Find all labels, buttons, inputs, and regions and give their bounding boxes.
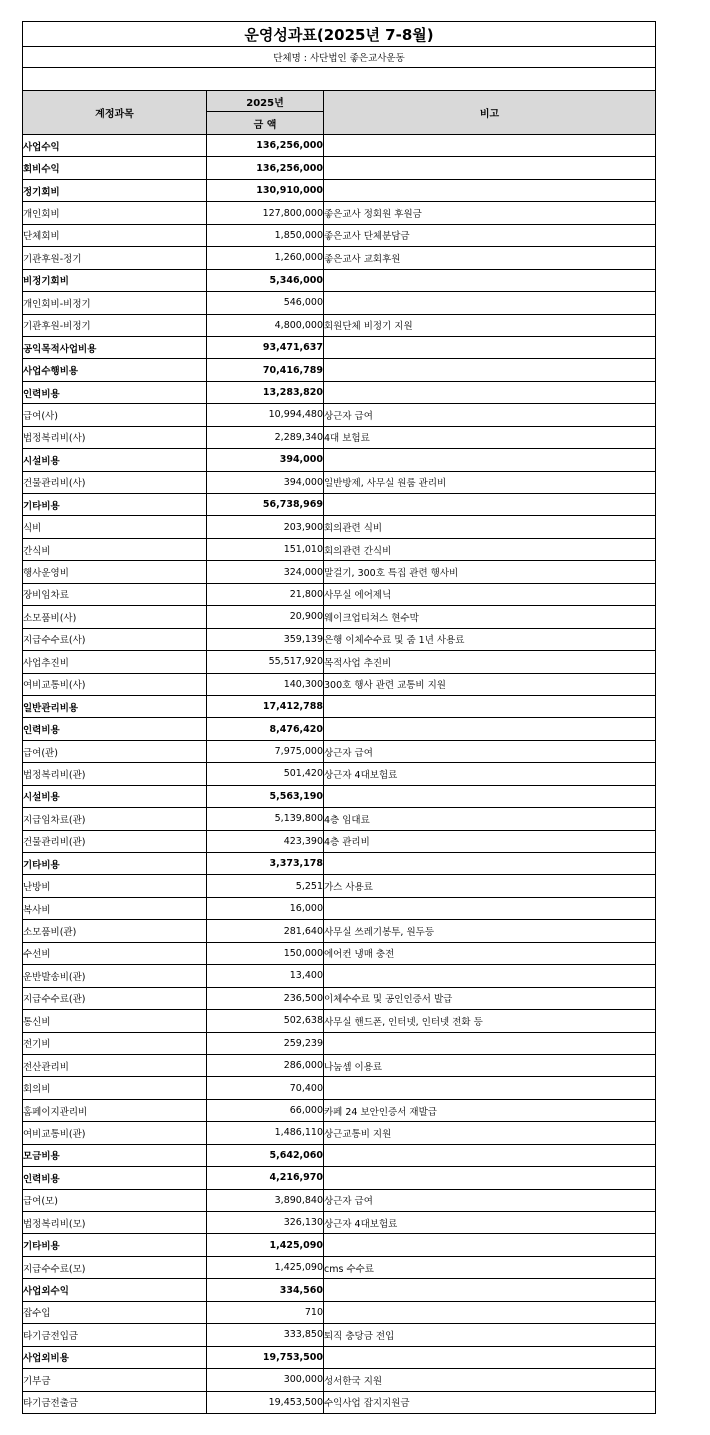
account-name: 지급수수료(사) xyxy=(23,628,207,650)
amount-cell: 150,000 xyxy=(207,942,324,964)
note-cell: cms 수수료 xyxy=(324,1256,656,1278)
note-cell xyxy=(324,853,656,875)
table-row xyxy=(23,247,656,269)
amount-cell: 236,500 xyxy=(207,987,324,1009)
amount-cell: 20,900 xyxy=(207,606,324,628)
note-cell xyxy=(324,1144,656,1166)
note-cell xyxy=(324,336,656,358)
note-cell xyxy=(324,1346,656,1368)
amount-cell: 326,130 xyxy=(207,1212,324,1234)
table-row xyxy=(23,1144,656,1166)
amount-cell: 8,476,420 xyxy=(207,718,324,740)
note-cell: 상근교통비 지원 xyxy=(324,1122,656,1144)
table-row xyxy=(23,426,656,448)
amount-cell: 4,800,000 xyxy=(207,314,324,336)
amount-cell: 136,256,000 xyxy=(207,157,324,179)
table-row xyxy=(23,987,656,1009)
note-cell xyxy=(324,1032,656,1054)
table-row xyxy=(23,157,656,179)
amount-cell: 7,975,000 xyxy=(207,740,324,762)
table-row xyxy=(23,740,656,762)
table-row xyxy=(23,875,656,897)
table-row xyxy=(23,1032,656,1054)
amount-cell: 136,256,000 xyxy=(207,135,324,157)
account-name: 식비 xyxy=(23,516,207,538)
account-name: 소모품비(관) xyxy=(23,920,207,942)
amount-cell: 546,000 xyxy=(207,292,324,314)
note-cell xyxy=(324,1301,656,1323)
account-name: 기타비용 xyxy=(23,1234,207,1256)
account-name: 건물관리비(관) xyxy=(23,830,207,852)
note-cell: 상근자 급여 xyxy=(324,740,656,762)
table-row xyxy=(23,1212,656,1234)
organization-name: 단체명 : 사단법인 좋은교사운동 xyxy=(23,47,656,68)
account-name: 기타비용 xyxy=(23,853,207,875)
account-name: 급여(모) xyxy=(23,1189,207,1211)
column-header-note: 비고 xyxy=(324,91,656,135)
table-row xyxy=(23,381,656,403)
note-cell: 은행 이체수수료 및 줌 1년 사용료 xyxy=(324,628,656,650)
amount-cell: 259,239 xyxy=(207,1032,324,1054)
note-cell: 가스 사용료 xyxy=(324,875,656,897)
table-row xyxy=(23,1256,656,1278)
report-title: 운영성과표(2025년 7-8월) xyxy=(23,22,656,47)
amount-cell: 1,425,090 xyxy=(207,1256,324,1278)
table-row xyxy=(23,1010,656,1032)
table-row xyxy=(23,830,656,852)
table-row xyxy=(23,718,656,740)
table-row xyxy=(23,695,656,717)
note-cell: 사무실 에어제닉 xyxy=(324,583,656,605)
account-name: 인력비용 xyxy=(23,1167,207,1189)
amount-cell: 5,139,800 xyxy=(207,808,324,830)
table-row xyxy=(23,965,656,987)
account-name: 지급수수료(관) xyxy=(23,987,207,1009)
note-cell xyxy=(324,897,656,919)
account-name: 비정기회비 xyxy=(23,269,207,291)
amount-cell: 501,420 xyxy=(207,763,324,785)
amount-cell: 3,373,178 xyxy=(207,853,324,875)
account-name: 법정복리비(관) xyxy=(23,763,207,785)
note-cell: 회의관련 간식비 xyxy=(324,538,656,560)
account-name: 기부금 xyxy=(23,1369,207,1391)
note-cell xyxy=(324,1077,656,1099)
table-row xyxy=(23,179,656,201)
table-row xyxy=(23,1077,656,1099)
amount-cell: 13,283,820 xyxy=(207,381,324,403)
table-row xyxy=(23,1369,656,1391)
note-cell: 상근자 4대보험료 xyxy=(324,1212,656,1234)
note-cell: 사무실 핸드폰, 인터넷, 인터넷 전화 등 xyxy=(324,1010,656,1032)
amount-cell: 4,216,970 xyxy=(207,1167,324,1189)
note-cell xyxy=(324,381,656,403)
table-row xyxy=(23,336,656,358)
amount-cell: 281,640 xyxy=(207,920,324,942)
amount-cell: 203,900 xyxy=(207,516,324,538)
amount-cell: 5,642,060 xyxy=(207,1144,324,1166)
account-name: 급여(관) xyxy=(23,740,207,762)
account-name: 시설비용 xyxy=(23,449,207,471)
note-cell xyxy=(324,292,656,314)
table-row xyxy=(23,404,656,426)
account-name: 복사비 xyxy=(23,897,207,919)
note-cell: 일반방제, 사무실 원룸 관리비 xyxy=(324,471,656,493)
amount-cell: 5,346,000 xyxy=(207,269,324,291)
table-row xyxy=(23,269,656,291)
account-name: 기관후원-비정기 xyxy=(23,314,207,336)
table-row xyxy=(23,1391,656,1413)
table-row xyxy=(23,1346,656,1368)
note-cell xyxy=(324,1234,656,1256)
account-name: 수선비 xyxy=(23,942,207,964)
amount-cell: 324,000 xyxy=(207,561,324,583)
account-name: 법정복리비(모) xyxy=(23,1212,207,1234)
account-name: 개인회비-비정기 xyxy=(23,292,207,314)
note-cell xyxy=(324,785,656,807)
note-cell: 에어컨 냉매 충전 xyxy=(324,942,656,964)
table-row xyxy=(23,673,656,695)
amount-cell: 3,890,840 xyxy=(207,1189,324,1211)
note-cell: 좋은교사 정회원 후원금 xyxy=(324,202,656,224)
table-row xyxy=(23,359,656,381)
note-cell xyxy=(324,1167,656,1189)
amount-cell: 10,994,480 xyxy=(207,404,324,426)
table-row xyxy=(23,763,656,785)
table-row xyxy=(23,808,656,830)
table-row xyxy=(23,1301,656,1323)
note-cell xyxy=(324,449,656,471)
note-cell xyxy=(324,494,656,516)
amount-cell: 300,000 xyxy=(207,1369,324,1391)
amount-cell: 19,453,500 xyxy=(207,1391,324,1413)
table-row xyxy=(23,1189,656,1211)
note-cell: 상근자 4대보험료 xyxy=(324,763,656,785)
account-name: 간식비 xyxy=(23,538,207,560)
table-row xyxy=(23,1167,656,1189)
account-name: 일반관리비용 xyxy=(23,695,207,717)
note-cell: 목적사업 추진비 xyxy=(324,651,656,673)
amount-cell: 1,850,000 xyxy=(207,224,324,246)
table-row xyxy=(23,1054,656,1076)
note-cell: 카페 24 보안인증서 재발급 xyxy=(324,1099,656,1121)
amount-cell: 334,560 xyxy=(207,1279,324,1301)
account-name: 단체회비 xyxy=(23,224,207,246)
note-cell: 4층 관리비 xyxy=(324,830,656,852)
amount-cell: 17,412,788 xyxy=(207,695,324,717)
note-cell: 좋은교사 단체분담금 xyxy=(324,224,656,246)
note-cell: 상근자 급여 xyxy=(324,404,656,426)
table-row xyxy=(23,561,656,583)
account-name: 사업수익 xyxy=(23,135,207,157)
account-name: 정기회비 xyxy=(23,179,207,201)
account-name: 급여(사) xyxy=(23,404,207,426)
column-header-year: 2025년 xyxy=(207,91,324,112)
note-cell: 300호 행사 관련 교통비 지원 xyxy=(324,673,656,695)
table-row xyxy=(23,942,656,964)
note-cell: 말걸기, 300호 특집 관련 행사비 xyxy=(324,561,656,583)
note-cell xyxy=(324,179,656,201)
account-name: 지급수수료(모) xyxy=(23,1256,207,1278)
amount-cell: 710 xyxy=(207,1301,324,1323)
account-name: 기관후원-정기 xyxy=(23,247,207,269)
table-row xyxy=(23,1099,656,1121)
note-cell: 4층 임대료 xyxy=(324,808,656,830)
note-cell xyxy=(324,1279,656,1301)
account-name: 법정복리비(사) xyxy=(23,426,207,448)
amount-cell: 286,000 xyxy=(207,1054,324,1076)
table-row xyxy=(23,606,656,628)
account-name: 난방비 xyxy=(23,875,207,897)
amount-cell: 2,289,340 xyxy=(207,426,324,448)
account-name: 소모품비(사) xyxy=(23,606,207,628)
account-name: 타기금전출금 xyxy=(23,1391,207,1413)
amount-cell: 56,738,969 xyxy=(207,494,324,516)
account-name: 장비임차료 xyxy=(23,583,207,605)
table-row xyxy=(23,538,656,560)
amount-cell: 140,300 xyxy=(207,673,324,695)
amount-cell: 5,563,190 xyxy=(207,785,324,807)
amount-cell: 19,753,500 xyxy=(207,1346,324,1368)
note-cell xyxy=(324,157,656,179)
account-name: 사업외비용 xyxy=(23,1346,207,1368)
amount-cell: 55,517,920 xyxy=(207,651,324,673)
note-cell xyxy=(324,965,656,987)
account-name: 시설비용 xyxy=(23,785,207,807)
note-cell xyxy=(324,718,656,740)
note-cell: 좋은교사 교회후원 xyxy=(324,247,656,269)
account-name: 공익목적사업비용 xyxy=(23,336,207,358)
amount-cell: 21,800 xyxy=(207,583,324,605)
account-name: 여비교통비(사) xyxy=(23,673,207,695)
note-cell xyxy=(324,695,656,717)
amount-cell: 502,638 xyxy=(207,1010,324,1032)
blank-row xyxy=(23,68,656,91)
account-name: 인력비용 xyxy=(23,718,207,740)
table-row xyxy=(23,853,656,875)
note-cell xyxy=(324,135,656,157)
account-name: 회의비 xyxy=(23,1077,207,1099)
account-name: 인력비용 xyxy=(23,381,207,403)
column-header-amount: 금 액 xyxy=(207,112,324,135)
account-name: 잡수입 xyxy=(23,1301,207,1323)
account-name: 기타비용 xyxy=(23,494,207,516)
amount-cell: 151,010 xyxy=(207,538,324,560)
table-row xyxy=(23,449,656,471)
note-cell: 수익사업 잡지지원금 xyxy=(324,1391,656,1413)
account-name: 홈페이지관리비 xyxy=(23,1099,207,1121)
amount-cell: 70,400 xyxy=(207,1077,324,1099)
amount-cell: 423,390 xyxy=(207,830,324,852)
table-row xyxy=(23,651,656,673)
table-row xyxy=(23,516,656,538)
amount-cell: 13,400 xyxy=(207,965,324,987)
amount-cell: 16,000 xyxy=(207,897,324,919)
account-name: 지급임차료(관) xyxy=(23,808,207,830)
account-name: 전산관리비 xyxy=(23,1054,207,1076)
note-cell: 퇴직 충당금 전입 xyxy=(324,1324,656,1346)
note-cell xyxy=(324,269,656,291)
amount-cell: 127,800,000 xyxy=(207,202,324,224)
amount-cell: 1,260,000 xyxy=(207,247,324,269)
note-cell: 성서한국 지원 xyxy=(324,1369,656,1391)
note-cell: 나눔셈 이용료 xyxy=(324,1054,656,1076)
operating-results-table xyxy=(22,21,656,1414)
account-name: 개인회비 xyxy=(23,202,207,224)
column-header-account: 계정과목 xyxy=(23,91,207,135)
table-body xyxy=(23,135,656,1414)
note-cell: 4대 보험료 xyxy=(324,426,656,448)
table-row xyxy=(23,1324,656,1346)
amount-cell: 70,416,789 xyxy=(207,359,324,381)
note-cell xyxy=(324,359,656,381)
table-row xyxy=(23,471,656,493)
amount-cell: 394,000 xyxy=(207,471,324,493)
table-row xyxy=(23,202,656,224)
note-cell: 상근자 급여 xyxy=(324,1189,656,1211)
table-row xyxy=(23,292,656,314)
account-name: 사업외수익 xyxy=(23,1279,207,1301)
table-row xyxy=(23,920,656,942)
account-name: 건물관리비(사) xyxy=(23,471,207,493)
note-cell: 웨이크업티쳐스 현수막 xyxy=(324,606,656,628)
amount-cell: 93,471,637 xyxy=(207,336,324,358)
amount-cell: 66,000 xyxy=(207,1099,324,1121)
table-row xyxy=(23,135,656,157)
amount-cell: 394,000 xyxy=(207,449,324,471)
table-row xyxy=(23,1234,656,1256)
account-name: 운반발송비(관) xyxy=(23,965,207,987)
amount-cell: 5,251 xyxy=(207,875,324,897)
account-name: 사업수행비용 xyxy=(23,359,207,381)
account-name: 행사운영비 xyxy=(23,561,207,583)
amount-cell: 333,850 xyxy=(207,1324,324,1346)
amount-cell: 359,139 xyxy=(207,628,324,650)
table-row xyxy=(23,494,656,516)
table-row xyxy=(23,897,656,919)
account-name: 사업추진비 xyxy=(23,651,207,673)
amount-cell: 1,486,110 xyxy=(207,1122,324,1144)
table-row xyxy=(23,1279,656,1301)
amount-cell: 1,425,090 xyxy=(207,1234,324,1256)
table-row xyxy=(23,1122,656,1144)
account-name: 전기비 xyxy=(23,1032,207,1054)
table-row xyxy=(23,583,656,605)
table-row xyxy=(23,785,656,807)
table-row xyxy=(23,224,656,246)
note-cell: 이체수수료 및 공인인증서 발급 xyxy=(324,987,656,1009)
table-row xyxy=(23,314,656,336)
amount-cell: 130,910,000 xyxy=(207,179,324,201)
account-name: 회비수익 xyxy=(23,157,207,179)
note-cell: 사무실 쓰레기봉투, 원두등 xyxy=(324,920,656,942)
note-cell: 회의관련 식비 xyxy=(324,516,656,538)
table-row xyxy=(23,628,656,650)
account-name: 통신비 xyxy=(23,1010,207,1032)
account-name: 타기금전입금 xyxy=(23,1324,207,1346)
account-name: 여비교통비(관) xyxy=(23,1122,207,1144)
account-name: 모금비용 xyxy=(23,1144,207,1166)
note-cell: 회원단체 비정기 지원 xyxy=(324,314,656,336)
